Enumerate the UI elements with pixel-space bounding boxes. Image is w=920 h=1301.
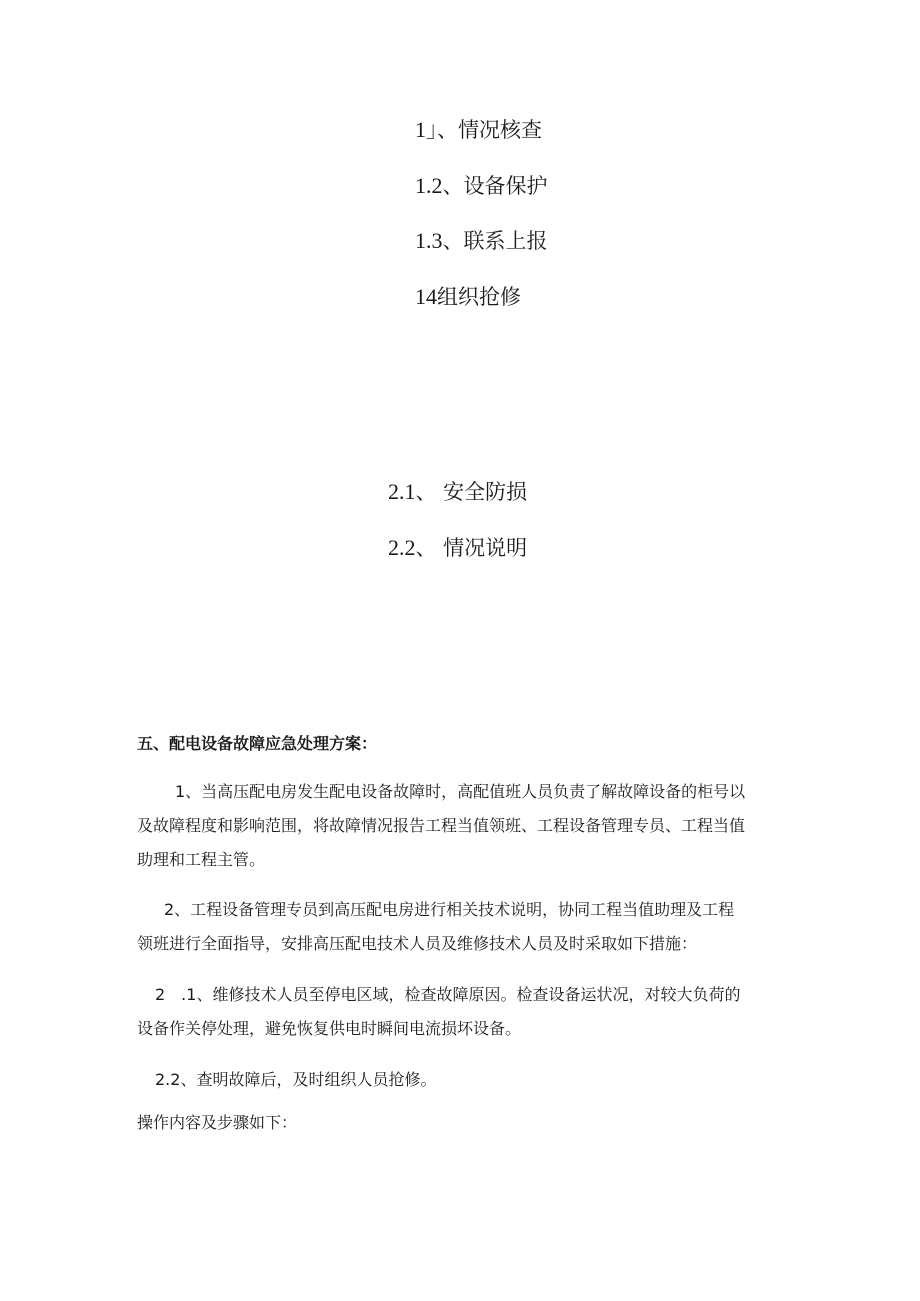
toc-item-label: 、 安全防损 (415, 480, 528, 504)
paragraph-1 (137, 775, 787, 877)
toc-item (415, 116, 542, 144)
paragraph-4 (137, 1063, 787, 1097)
toc-item (415, 227, 548, 255)
paragraph-line: 领班进行全面指导，安排高压配电技术人员及维修技术人员及时采取如下措施： (137, 934, 698, 953)
toc-item-label: 、设备保护 (442, 174, 548, 198)
paragraph-line: 助理和工程主管。 (137, 850, 266, 869)
paragraph-line: 2、工程设备管理专员到高压配电房进行相关技术说明，协同工程当值助理及工程 (164, 900, 735, 919)
toc-item (415, 283, 521, 311)
paragraph-5 (137, 1106, 787, 1140)
paragraph-line: 2 .1、维修技术人员至停电区域，检查故障原因。检查设备运状况，对较大负荷的 (155, 985, 741, 1004)
paragraph-line: 2.2、查明故障后，及时组织人员抢修。 (155, 1070, 437, 1089)
toc-item-number: 1」 (415, 117, 438, 142)
paragraph-line: 及故障程度和影响范围，将故障情况报告工程当值领班、工程设备管理专员、工程当值 (137, 816, 746, 835)
paragraph-line: 1、当高压配电房发生配电设备故障时，高配值班人员负责了解故障设备的柜号以 (175, 782, 746, 801)
paragraph-3 (137, 978, 787, 1046)
paragraph-line: 操作内容及步骤如下： (137, 1113, 298, 1132)
toc-item-label: 、 情况说明 (415, 536, 528, 560)
toc-item-number: 2.1 (388, 479, 416, 504)
toc-item-number: 1.2 (415, 173, 443, 198)
toc-item-number: 14 (415, 284, 437, 309)
toc-item-number: 1.3 (415, 228, 443, 253)
toc-item-label: 组织抢修 (437, 285, 521, 309)
paragraph-2 (137, 893, 787, 961)
toc-item-label: 、联系上报 (442, 229, 548, 253)
toc-item (388, 534, 527, 562)
paragraph-line: 设备作关停处理，避免恢复供电时瞬间电流损坏设备。 (137, 1019, 522, 1038)
section-heading: 五、配电设备故障应急处理方案： (137, 734, 378, 753)
toc-item-number: 2.2 (388, 535, 416, 560)
toc-item (415, 172, 548, 200)
toc-item (388, 478, 527, 506)
toc-item-label: 、情况核查 (437, 118, 543, 142)
